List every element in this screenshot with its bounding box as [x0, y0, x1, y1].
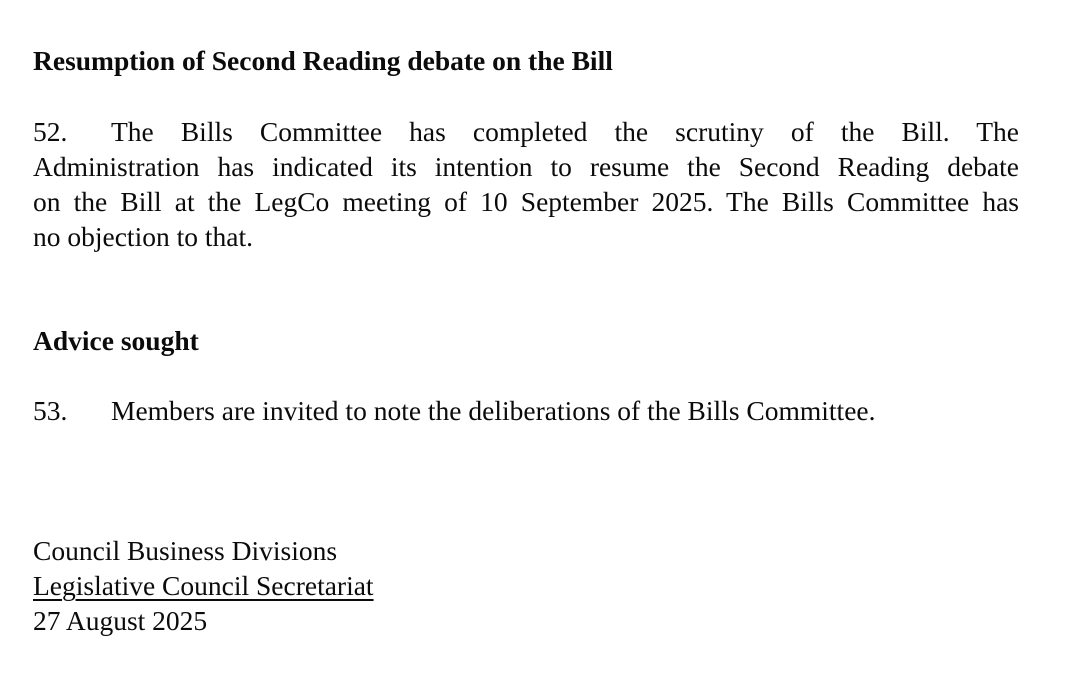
paragraph-52 [33, 114, 1019, 254]
signature-division: Council Business Divisions [33, 535, 338, 566]
paragraph-53-text: Members are invited to note the deliberations of the Bills Committee. [111, 395, 876, 426]
signature-secretariat: Legislative Council Secretariat [33, 570, 374, 601]
paragraph-52-text-line-1: The Bills Committee has completed the scrutiny of the Bill. The [111, 116, 1019, 147]
paragraph-number: 53. [33, 395, 68, 426]
paragraph-52-line-1 [33, 114, 1019, 149]
signature-date: 27 August 2025 [33, 605, 208, 636]
section-heading-advice: Advice sought [33, 325, 199, 356]
section-heading-resumption: Resumption of Second Reading debate on the Bill [33, 45, 613, 76]
paragraph-53 [33, 393, 1019, 428]
paragraph-52-line-4: no objection to that. [33, 221, 253, 252]
paragraph-number: 52. [33, 116, 68, 147]
paragraph-52-line-2: Administration has indicated its intention to resume the Second Reading debate [33, 151, 1019, 182]
paragraph-52-line-3: on the Bill at the LegCo meeting of 10 September 2025. The Bills Committee has [33, 186, 1019, 217]
